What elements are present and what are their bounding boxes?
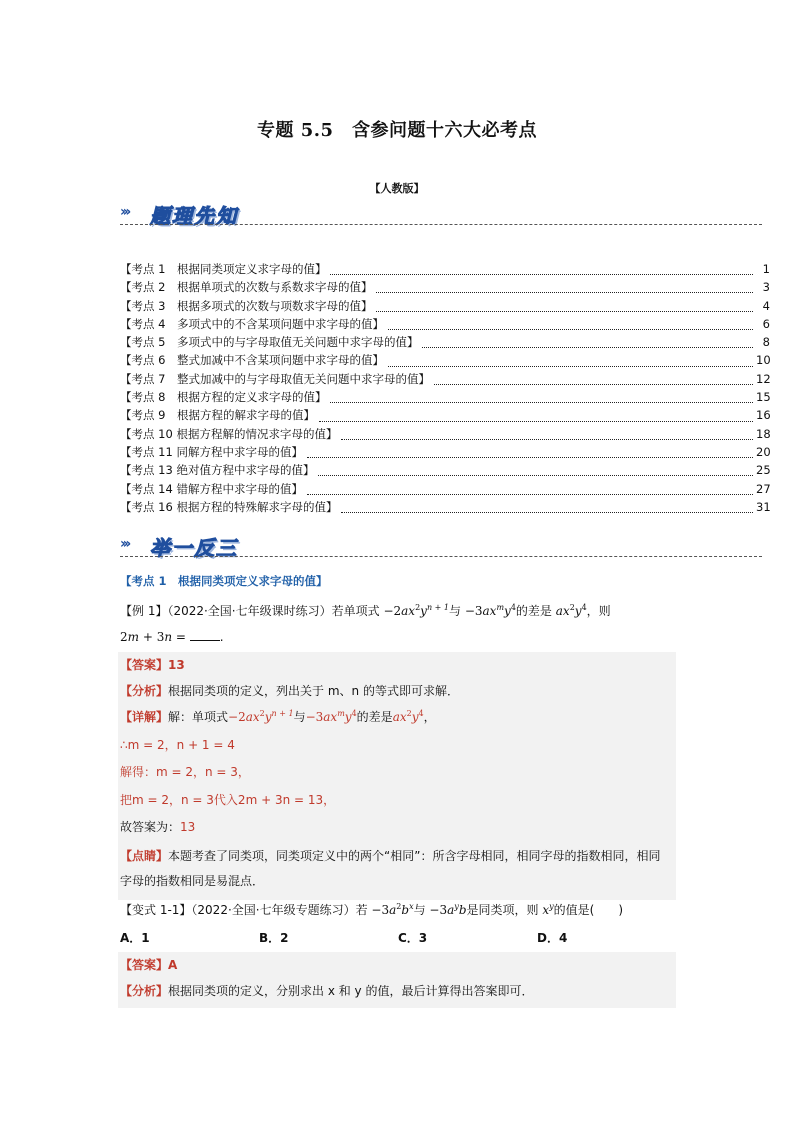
toc-item[interactable]: 【考点 16 根据方程的特殊解求字母的值】 31: [120, 499, 771, 514]
toc-item[interactable]: 【考点 1 根据同类项定义求字母的值】 1: [120, 262, 770, 276]
option-c[interactable]: C．3: [398, 931, 428, 945]
arrow-icon: ›››: [120, 536, 129, 552]
toc-item[interactable]: 【考点 11 同解方程中求字母的值】 20: [120, 444, 771, 459]
toc-item[interactable]: 【考点 2 根据单项式的次数与系数求字母的值】 3: [120, 280, 770, 295]
section-banner-practice: [120, 532, 762, 558]
answer-box-2: 【答案】A 【分析】根据同类项的定义，分别求出 x 和 y 的值，最后计算得出答案即可．: [118, 952, 676, 1008]
edition-label: 【人教版】: [369, 182, 425, 195]
kaodian-heading: 【考点 1 根据同类项定义求字母的值】: [120, 574, 328, 588]
toc-item[interactable]: 【考点 8 根据方程的定义求字母的值】 15: [120, 390, 771, 405]
answer-box: 【答案】13 【分析】根据同类项的定义，列出关于 m、n 的等式即可求解． 【详解】解：单项式$-2ax^2y^{n + 1}$与$-3ax^my^4$的差是$ax^2y^4$， ∴m = 2，n + 1 = 4 解得：m = 2，n = 3， 把m = 2，n = 3代入2m + 3n = 13， 故答案为：13 【点睛】本题考查了同类项，同类项定义中的两个“相同”：所含字母相同，相同字母的指数相同，相同字母的指数相同是易混点．: [118, 652, 676, 900]
divider: [120, 224, 762, 225]
toc-item[interactable]: 【考点 3 根据多项式的次数与项数求字母的值】 4: [120, 298, 770, 313]
variant-question: 【变式 1-1】（2022·全国·七年级专题练习）若 $-3a^2b^x$与 $-3a^yb$是同类项，则 $x^y$的值是( ): [120, 902, 624, 917]
arrow-icon: ›››: [120, 204, 129, 220]
example-question: 【例 1】（2022·全国·七年级课时练习）若单项式 $-2ax^2y^{n + 1}$与 $-3ax^my^4$的差是 $ax^2y^4$，则: [120, 603, 611, 618]
toc-item[interactable]: 【考点 4 多项式中的不含某项问题中求字母的值】 6: [120, 316, 770, 331]
toc-item[interactable]: 【考点 10 根据方程解的情况求字母的值】 18: [120, 426, 771, 441]
answer-blank: [190, 630, 220, 641]
banner-title: 题理先知: [150, 204, 238, 228]
toc-item[interactable]: 【考点 5 多项式中的与字母取值无关问题中求字母的值】 8: [120, 335, 770, 350]
option-b[interactable]: B．2: [259, 931, 289, 945]
divider: [120, 556, 762, 557]
comment-paragraph: 【点睛】本题考查了同类项，同类项定义中的两个“相同”：所含字母相同，相同字母的指数相同，相同字母的指数相同是易混点．: [120, 849, 661, 888]
section-banner-toc: [120, 200, 762, 226]
option-d[interactable]: D．4: [537, 931, 568, 945]
toc-item[interactable]: 【考点 6 整式加减中不含某项问题中求字母的值】 10: [120, 353, 771, 368]
example-question-line2: 2m + 3n = .: [120, 630, 224, 644]
option-a[interactable]: A．1: [120, 931, 150, 945]
table-of-contents: [120, 260, 770, 516]
toc-item[interactable]: 【考点 13 绝对值方程中求字母的值】 25: [120, 463, 771, 478]
toc-item[interactable]: 【考点 14 错解方程中求字母的值】 27: [120, 481, 771, 496]
toc-item[interactable]: 【考点 7 整式加减中的与字母取值无关问题中求字母的值】 12: [120, 371, 771, 386]
page-title: 专题 5.5 含参问题十六大必考点: [256, 120, 538, 141]
toc-item[interactable]: 【考点 9 根据方程的解求字母的值】 16: [120, 408, 771, 423]
banner-title: 举一反三: [150, 536, 238, 560]
